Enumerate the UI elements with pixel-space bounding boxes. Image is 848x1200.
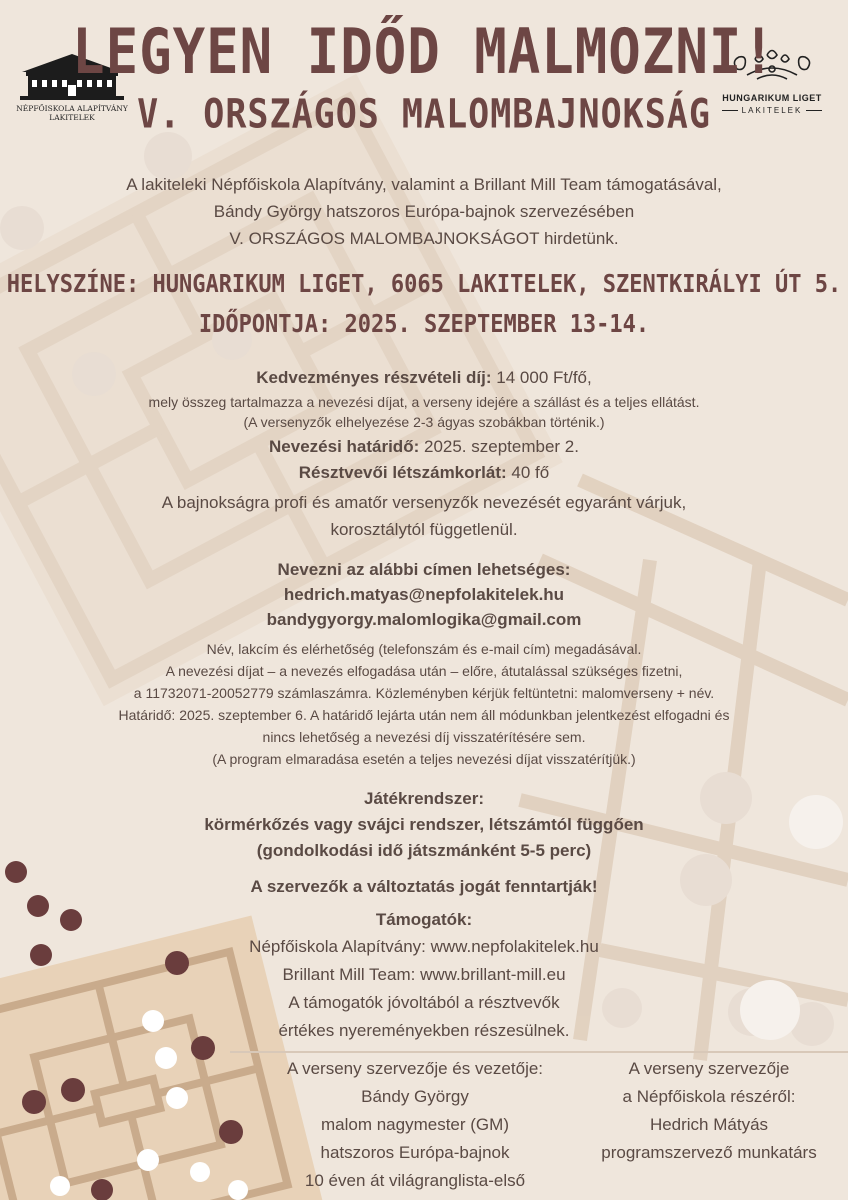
supporters-section	[0, 907, 848, 1045]
registration-section	[0, 557, 848, 770]
fee-value: 14 000 Ft/fő,	[496, 368, 592, 387]
organizer-right	[578, 1055, 840, 1167]
org-left-l3: malom nagymester (GM)	[321, 1115, 509, 1134]
supporters-line4: értékes nyereményekben részesülnek.	[278, 1021, 570, 1040]
game-heading: Játékrendszer:	[363, 789, 484, 808]
date-line: IDŐPONTJA: 2025. SZEPTEMBER 13-14.	[198, 310, 650, 339]
deadline-row	[0, 434, 848, 459]
org-right-l1: A verseny szervezője	[628, 1059, 790, 1078]
welcome-line2: korosztálytól függetlenül.	[330, 520, 518, 539]
email-link-1[interactable]: hedrich.matyas@nepfolakitelek.hu	[283, 585, 565, 604]
org-left-l4: hatszoros Európa-bajnok	[320, 1143, 510, 1162]
limit-row	[0, 460, 848, 485]
fee-label: Kedvezményes részvételi díj:	[256, 368, 492, 387]
logo-left-text2: LAKITELEK	[49, 113, 95, 122]
registration-line5: nincs lehetőség a nevezési díj visszatérítésére sem.	[262, 729, 586, 745]
intro-line2: Bándy György hatszoros Európa-bajnok szervezésében	[213, 202, 635, 221]
registration-line2: A nevezési díjat – a nevezés elfogadása után – előre, átutalással szükséges fizetni,	[165, 663, 683, 679]
intro-text	[0, 171, 848, 252]
org-right-l3: Hedrich Mátyás	[649, 1115, 769, 1134]
supporter-nepfoiskola: Népfőiskola Alapítvány: www.nepfolakitelek.hu	[249, 937, 599, 956]
org-right-l2: a Népfőiskola részéről:	[622, 1087, 796, 1106]
email-link-2[interactable]: bandygyorgy.malomlogika@gmail.com	[266, 610, 582, 629]
registration-line4: Határidő: 2025. szeptember 6. A határidő lejárta után nem áll módunkban jelentkezést elfogadni és	[118, 707, 730, 723]
supporters-heading: Támogatók:	[375, 910, 473, 929]
organizer-left	[260, 1055, 570, 1195]
supporter-brillant: Brillant Mill Team: www.brillant-mill.eu	[282, 965, 566, 984]
supporters-line3: A támogatók jóvoltából a résztvevők	[288, 993, 560, 1012]
game-section	[0, 786, 848, 899]
fees-section	[0, 365, 848, 543]
game-line2: (gondolkodási idő játszmánként 5-5 perc)	[256, 841, 592, 860]
registration-line6: (A program elmaradása esetén a teljes nevezési díjat visszatérítjük.)	[212, 751, 636, 767]
game-line1: körmérkőzés vagy svájci rendszer, létszámtól függően	[204, 815, 644, 834]
sub-title: V. ORSZÁGOS MALOMBAJNOKSÁG	[137, 92, 711, 138]
org-left-l1: A verseny szervezője és vezetője:	[286, 1059, 544, 1078]
intro-line1: A lakiteleki Népfőiskola Alapítvány, valamint a Brillant Mill Team támogatásával,	[126, 175, 722, 194]
deadline-value: 2025. szeptember 2.	[423, 437, 579, 456]
registration-line1: Név, lakcím és elérhetőség (telefonszám és e-mail cím) megadásával.	[206, 641, 642, 657]
registration-line3: a 11732071-20052779 számlaszámra. Közleményben kérjük feltüntetni: malomverseny + név.	[133, 685, 715, 701]
main-title: LEGYEN IDŐD MALMOZNI!	[72, 15, 776, 88]
fee-note2: (A versenyzők elhelyezése 2-3 ágyas szobákban történik.)	[243, 414, 605, 430]
change-notice: A szervezők a változtatás jogát fenntartják!	[250, 877, 598, 896]
welcome-line1: A bajnokságra profi és amatőr versenyzők nevezését egyaránt várjuk,	[161, 493, 687, 512]
logo-right-text1: HUNGARIKUM LIGET	[722, 93, 822, 103]
fee-note1: mely összeg tartalmazza a nevezési díjat, a verseny idejére a szállást és a teljes ellátást.	[148, 394, 700, 410]
org-right-l4: programszervező munkatárs	[601, 1143, 817, 1162]
venue-line: HELYSZÍNE: HUNGARIKUM LIGET, 6065 LAKITELEK, SZENTKIRÁLYI ÚT 5.	[6, 270, 842, 299]
logo-right-text2: LAKITELEK	[741, 106, 803, 115]
limit-value: 40 fő	[511, 463, 550, 482]
org-left-l2: Bándy György	[361, 1087, 469, 1106]
registration-heading: Nevezni az alábbi címen lehetséges:	[277, 560, 571, 579]
intro-line3: V. ORSZÁGOS MALOMBAJNOKSÁGOT hirdetünk.	[229, 229, 619, 248]
deadline-label: Nevezési határidő:	[269, 437, 420, 456]
logo-left-text1: NÉPFŐISKOLA ALAPÍTVÁNY	[16, 104, 128, 113]
limit-label: Résztvevői létszámkorlát:	[298, 463, 507, 482]
fee-row	[0, 365, 848, 390]
org-left-l5: 10 éven át világranglista-első	[304, 1171, 526, 1190]
